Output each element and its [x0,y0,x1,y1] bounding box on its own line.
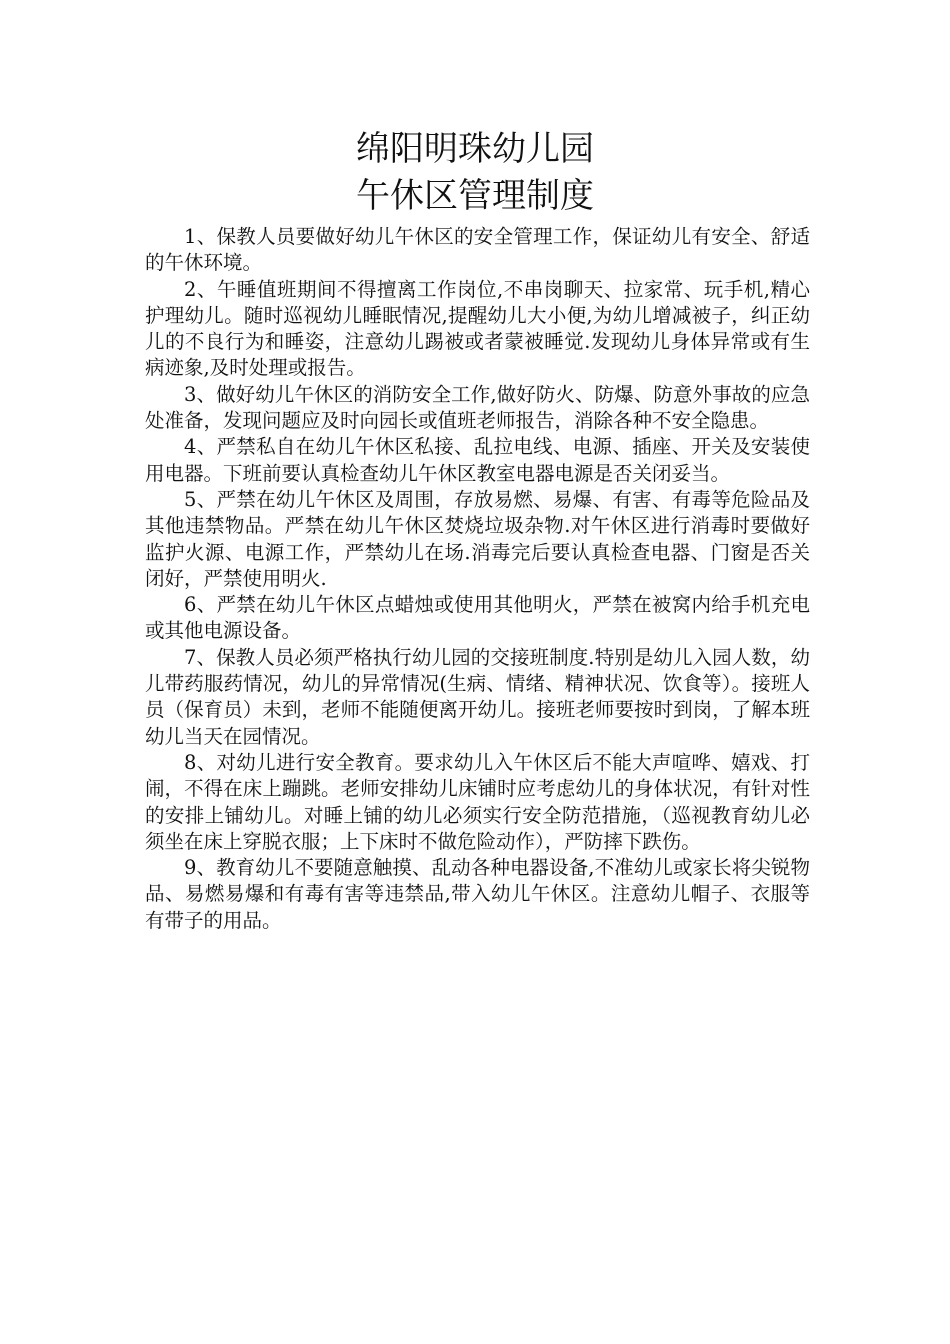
rule-paragraph-8: 8、对幼儿进行安全教育。要求幼儿入午休区后不能大声喧哗、嬉戏、打闹，不得在床上蹦跳。老师安排幼儿床铺时应考虑幼儿的身体状况，有针对性的安排上铺幼儿。对睡上铺的幼儿必须实行安全防范措施，（巡视教育幼儿必须坐在床上穿脱衣服；上下床时不做危险动作），严防摔下跌伤。 [145,750,810,853]
rule-paragraph-6: 6、严禁在幼儿午休区点蜡烛或使用其他明火，严禁在被窝内给手机充电或其他电源设备。 [145,593,810,643]
rule-paragraph-3: 3、做好幼儿午休区的消防安全工作,做好防火、防爆、防意外事故的应急处准备，发现问题应及时向园长或值班老师报告，消除各种不安全隐患。 [145,382,810,433]
rule-paragraph-1: 1、保教人员要做好幼儿午休区的安全管理工作，保证幼儿有安全、舒适的午休环境。 [145,225,810,275]
document-title-policy: 午休区管理制度 [356,176,594,216]
rule-paragraph-9: 9、教育幼儿不要随意触摸、乱动各种电器设备,不准幼儿或家长将尖锐物品、易燃易爆和有毒有害等违禁品,带入幼儿午休区。注意幼儿帽子、衣服等有带子的用品。 [145,856,810,932]
document-body [145,224,810,934]
document-title-school: 绵阳明珠幼儿园 [356,129,594,169]
title-block [0,126,950,220]
rule-paragraph-5: 5、严禁在幼儿午休区及周围，存放易燃、易爆、有害、有毒等危险品及其他违禁物品。严禁在幼儿午休区焚烧垃圾杂物.对午休区进行消毒时要做好监护火源、电源工作，严禁幼儿在场.消毒完后要认真检查电器、门窗是否关闭好，严禁使用明火. [145,487,810,590]
rule-paragraph-7: 7、保教人员必须严格执行幼儿园的交接班制度.特别是幼儿入园人数，幼儿带药服药情况，幼儿的异常情况(生病、情绪、精神状况、饮食等）。接班人员（保育员）未到，老师不能随便离开幼儿。接班老师要按时到岗，了解本班幼儿当天在园情况。 [145,645,810,748]
rule-paragraph-4: 4、严禁私自在幼儿午休区私接、乱拉电线、电源、插座、开关及安装使用电器。下班前要认真检查幼儿午休区教室电器电源是否关闭妥当。 [145,435,810,485]
rule-paragraph-2: 2、午睡值班期间不得擅离工作岗位,不串岗聊天、拉家常、玩手机,精心护理幼儿。随时巡视幼儿睡眠情况,提醒幼儿大小便,为幼儿增减被子，纠正幼儿的不良行为和睡姿，注意幼儿踢被或者蒙被睡觉.发现幼儿身体异常或有生病迹象,及时处理或报告。 [145,277,810,380]
